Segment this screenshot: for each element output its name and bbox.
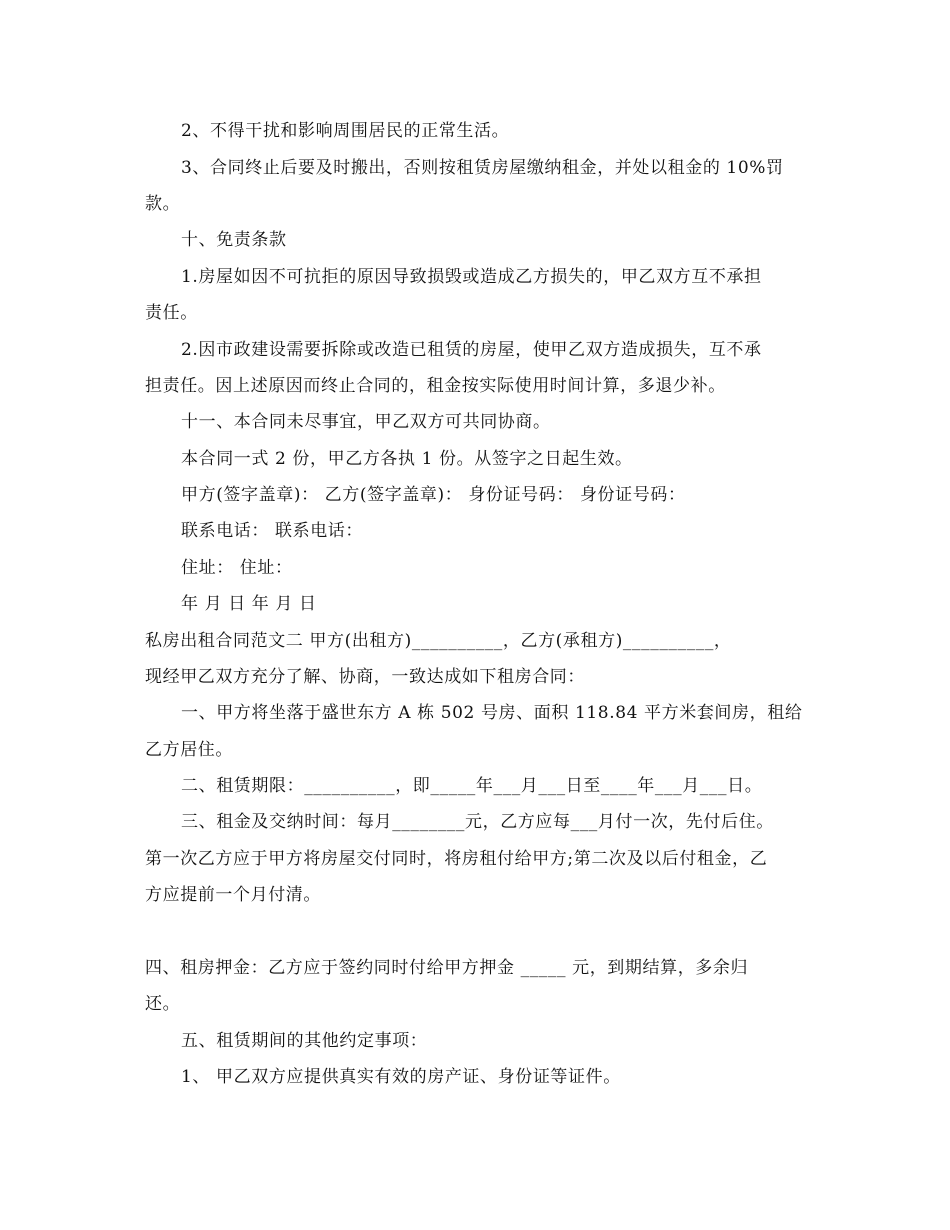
document-title-line: 私房出租合同范文二 甲方(出租方)__________，乙方(承租方)__________，	[145, 631, 732, 651]
text-line: 现经甲乙双方充分了解、协商，一致达成如下租房合同：	[145, 667, 585, 687]
text-line: 责任。	[145, 303, 198, 323]
date-line: 年 月 日 年 月 日	[181, 594, 317, 614]
text-line: 担责任。因上述原因而终止合同的，租金按实际使用时间计算，多退少补。	[145, 376, 726, 396]
text-line: 四、租房押金：乙方应于签约同时付给甲方押金 _____ 元，到期结算，多余归	[145, 958, 749, 978]
address-line: 住址： 住址：	[181, 558, 293, 578]
text-line: 乙方居住。	[145, 740, 233, 760]
text-line: 三、租金及交纳时间：每月________元，乙方应每___月付一次，先付后住。	[181, 812, 774, 832]
text-line: 2、不得干扰和影响周围居民的正常生活。	[181, 121, 510, 141]
text-line: 1、 甲乙双方应提供真实有效的房产证、身份证等证件。	[181, 1067, 621, 1087]
text-line: 款。	[145, 194, 181, 214]
text-line: 3、合同终止后要及时搬出，否则按租赁房屋缴纳租金，并处以租金的 10%罚	[181, 158, 784, 178]
text-line: 十一、本合同未尽事宜，甲乙双方可共同协商。	[181, 412, 551, 432]
text-line: 第一次乙方应于甲方将房屋交付同时，将房租付给甲方;第二次及以后付租金，乙	[145, 849, 768, 869]
text-line: 1.房屋如因不可抗拒的原因导致损毁或造成乙方损失的，甲乙双方互不承担	[181, 267, 762, 287]
text-line: 方应提前一个月付清。	[145, 885, 321, 905]
text-line: 还。	[145, 994, 181, 1014]
text-line: 二、租赁期限：__________，即_____年___月___日至____年___月___日。	[181, 776, 763, 796]
text-line: 一、甲方将坐落于盛世东方 A 栋 502 号房、面积 118.84 平方米套间房，租给	[181, 703, 803, 723]
phone-line: 联系电话： 联系电话：	[181, 521, 364, 541]
section-heading: 五、租赁期间的其他约定事项：	[181, 1031, 428, 1051]
text-line: 本合同一式 2 份，甲乙方各执 1 份。从签字之日起生效。	[181, 449, 633, 469]
text-line: 2.因市政建设需要拆除或改造已租赁的房屋，使甲乙双方造成损失，互不承	[181, 340, 762, 360]
signature-line: 甲方(签字盖章)： 乙方(签字盖章)： 身份证号码： 身份证号码：	[181, 485, 686, 505]
section-heading: 十、免责条款	[181, 230, 287, 250]
